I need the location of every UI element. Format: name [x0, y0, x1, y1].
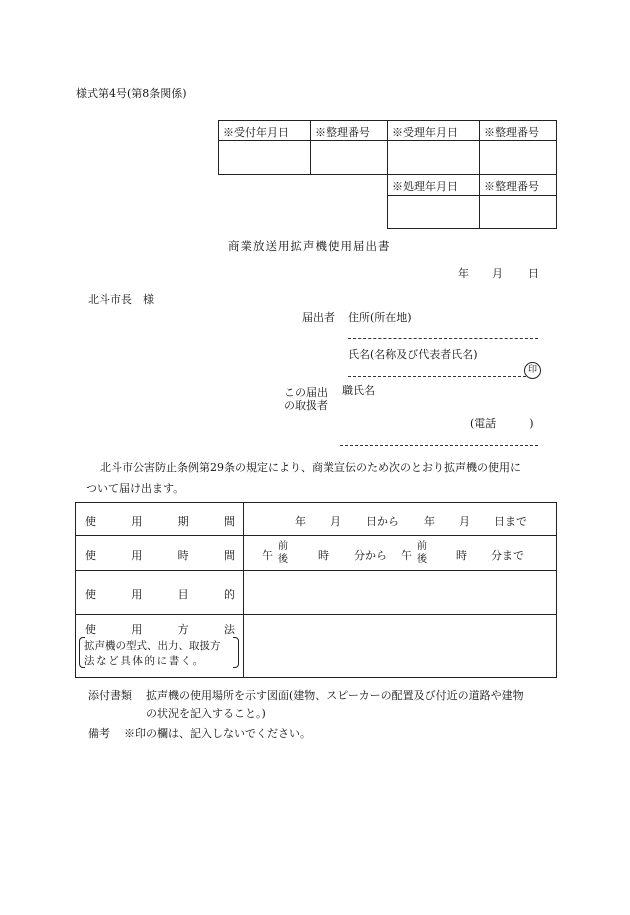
processed-date-label: ※処理年月日: [392, 180, 458, 193]
accepted-date-label: ※受理年月日: [392, 126, 458, 139]
purpose-label: 使 用 目 的: [85, 588, 235, 601]
date-month: 月: [492, 267, 503, 280]
address-line: [348, 338, 538, 339]
form-number: 様式第4号(第8条関係): [76, 87, 187, 100]
method-note: [79, 637, 239, 667]
time-hour-1: 時: [318, 549, 329, 562]
seal-mark: 印: [524, 362, 541, 379]
remarks-text: ※印の欄は、記入しないでください。: [124, 727, 311, 740]
period-month-2: 月: [459, 515, 470, 528]
remarks-label: 備考: [88, 727, 110, 740]
name-label: 氏名(名称及び代表者氏名): [348, 348, 478, 361]
address-label: 住所(所在地): [348, 311, 412, 324]
title-name-label: 職氏名: [342, 384, 375, 397]
attachment-text-2: の状況を記入すること。): [146, 707, 266, 720]
handler-line: [340, 445, 538, 446]
phone-label: (電話 ): [470, 417, 534, 430]
time-from: 分から: [354, 549, 387, 562]
attachment-text-1: 拡声機の使用場所を示す図面(建物、スピーカーの配置及び付近の道路や建物: [146, 689, 524, 702]
period-year-1: 年: [295, 515, 306, 528]
period-month-1: 月: [330, 515, 341, 528]
number-label-2: ※整理番号: [484, 126, 539, 139]
addressee: 北斗市長 様: [88, 293, 154, 306]
handler-label-1: この届出: [284, 386, 328, 399]
time-to: 分まで: [491, 549, 524, 562]
time-label: 使 用 時 間: [85, 549, 235, 562]
method-note-2: 法など具体的に書く。: [84, 655, 205, 667]
page-title: 商業放送用拡声機使用届出書: [228, 239, 391, 253]
time-gozen-1: 午: [262, 549, 273, 562]
date-day: 日: [528, 267, 539, 280]
period-to: 日まで: [494, 515, 527, 528]
time-ampm-1: 前 後: [278, 541, 288, 565]
handler-label-2: の取扱者: [284, 399, 328, 412]
period-year-2: 年: [424, 515, 435, 528]
body-text-2: ついて届け出ます。: [86, 482, 185, 495]
body-text-1: 北斗市公害防止条例第29条の規定により、商業宣伝のため次のとおり拡声機の使用に: [100, 461, 521, 474]
method-note-1: 拡声機の型式、出力、取扱方: [84, 640, 221, 652]
period-label: 使 用 期 間: [85, 515, 235, 528]
method-label: 使 用 方 法: [85, 623, 235, 636]
applicant-label: 届出者: [302, 311, 335, 324]
name-line: [348, 376, 526, 377]
time-ampm-2: 前 後: [417, 541, 427, 565]
attachment-label: 添付書類: [88, 689, 132, 702]
number-label-3: ※整理番号: [484, 180, 539, 193]
time-gozen-2: 午: [401, 549, 412, 562]
number-label-1: ※整理番号: [315, 126, 370, 139]
period-from: 日から: [366, 515, 399, 528]
time-hour-2: 時: [456, 549, 467, 562]
date-year: 年: [458, 267, 469, 280]
received-date-label: ※受付年月日: [223, 126, 289, 139]
